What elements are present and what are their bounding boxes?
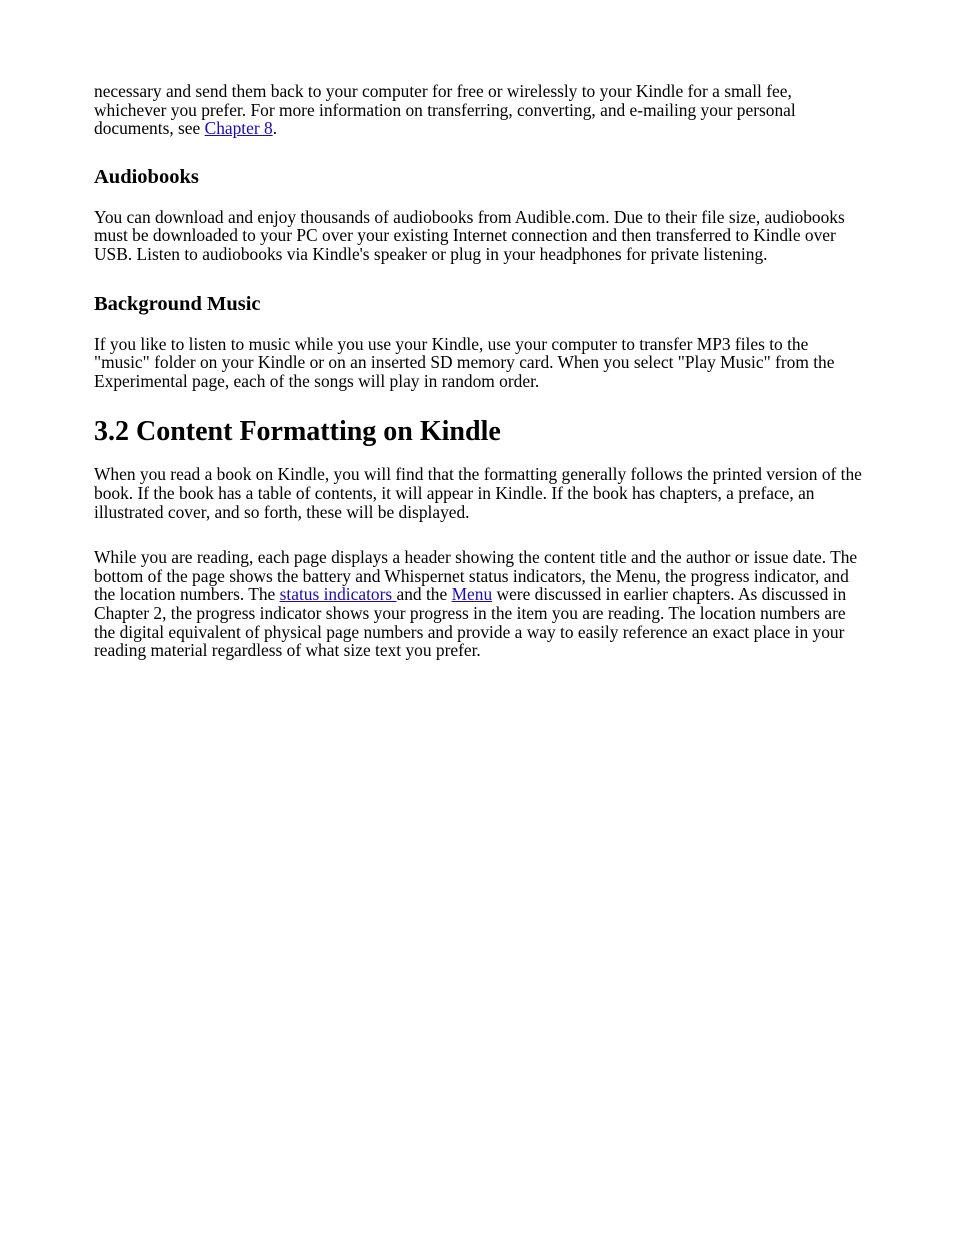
- content-formatting-paragraph-2: [94, 548, 864, 660]
- audiobooks-paragraph: You can download and enjoy thousands of audiobooks from Audible.com. Due to their file size, audiobooks must be downloaded to your PC over your existing Internet connection and then transferred to Kindle over USB. Listen to audiobooks via Kindle's speaker or plug in your headphones for private listening.: [94, 206, 845, 264]
- para2-text-part2: and the: [396, 584, 452, 605]
- intro-text-before: necessary and send them back to your computer for free or wirelessly to your Kindle for a small fee, whichever you prefer. For more information on transferring, converting, and e-mailing your personal documents, see: [94, 81, 796, 139]
- menu-link[interactable]: Menu: [451, 584, 493, 605]
- status-indicators-link[interactable]: status indicators: [279, 584, 397, 605]
- background-music-paragraph: If you like to listen to music while you use your Kindle, use your computer to transfer MP3 files to the "music" folder on your Kindle or on an inserted SD memory card. When you select "Play Music" from the Experimental page, each of the songs will play in random order.: [94, 333, 835, 391]
- para2-text-part1: While you are reading, each page displays a header showing the content title and the author or issue date. The bottom of the page shows the battery and Whispernet status indicators, the Menu, the progress indicator, and the location numbers. The: [94, 547, 858, 605]
- audiobooks-heading: Audiobooks: [94, 165, 199, 188]
- document-page: [94, 82, 864, 660]
- chapter-8-link[interactable]: Chapter 8: [204, 118, 273, 139]
- intro-text-after: .: [272, 118, 278, 139]
- content-formatting-paragraph-1: When you read a book on Kindle, you will find that the formatting generally follows the printed version of the book. If the book has a table of contents, it will appear in Kindle. If the book has chapters, a preface, an illustrated cover, and so forth, these will be displayed.: [94, 464, 862, 522]
- background-music-heading: Background Music: [94, 292, 261, 315]
- section-heading-content-formatting: 3.2 Content Formatting on Kindle: [94, 416, 501, 448]
- para2-text-part3: were discussed in earlier chapters. As discussed in Chapter 2, the progress indicator shows your progress in the item you are reading. The location numbers are the digital equivalent of physical page numbers and provide a way to easily reference an exact place in your reading material regardless of what size text you prefer.: [94, 584, 847, 661]
- intro-paragraph: [94, 82, 864, 138]
